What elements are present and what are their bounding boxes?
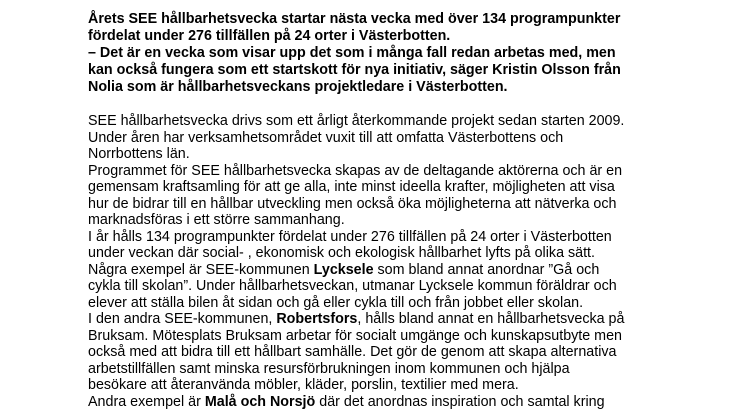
body-text-run: Några exempel är SEE-kommunen [88,261,314,278]
body-line: under veckan där social- , ekonomisk och ekologisk hållbarhet lyfts på olika sätt. [88,245,596,261]
body-line: hur de bidrar till en hållbar utveckling men också öka möjligheterna att nätverka och [88,195,617,212]
place-name-mala-norsjo: Malå och Norsjö [204,393,316,410]
body-line: I år hålls 134 programpunkter fördelat under 276 tillfällen på 24 orter i Västerbotten [88,228,612,245]
body-line: också med att bidra till ett hållbart samhälle. Det gör de genom att skapa alternativa [88,344,617,360]
body-text-run: Andra exempel är [88,393,205,410]
lead-line: – Det är en vecka som visar upp det som i många fall redan arbetas med, men [88,45,616,61]
body-line: besökare att återanvända möbler, kläder, porslin, textilier med mera. [88,377,519,393]
body-line: SEE hållbarhetsvecka drivs som ett årligt återkommande projekt sedan starten 2009. [88,113,625,129]
paragraph-spacer [88,96,738,113]
place-name-robertsfors: Robertsfors [276,311,358,327]
lead-line: kan också fungera som ett startskott för nya initiativ, säger Kristin Olsson från [88,62,621,78]
body-text-run: där det anordnas inspiration och samtal kring [315,393,605,410]
body-line: Norrbottens län. [88,146,190,162]
body-text-run: , hålls bland annat en hållbarhetsvecka på [357,311,625,327]
body-line: Bruksam. Mötesplats Bruksam arbetar för socialt umgänge och kunskapsutbyte men [88,327,622,344]
body-line: elever att ställa bilen åt sidan och gå eller cykla till och från jobbet eller skolan. [88,294,584,311]
lead-paragraph [88,11,738,96]
body-line: marknadsföras i ett större sammanhang. [88,212,345,228]
body-line [88,311,738,328]
place-name-lycksele: Lycksele [313,261,374,278]
body-text-run: I den andra SEE-kommunen, [88,311,277,327]
body-line [88,394,738,411]
document-page [88,11,738,410]
body-line [88,262,738,279]
lead-line: Årets SEE hållbarhetsvecka startar nästa vecka med över 134 programpunkter [88,11,621,27]
lead-line: fördelat under 276 tillfällen på 24 orter i Västerbotten. [88,28,451,44]
lead-line: Nolia som är hållbarhetsveckans projektledare i Västerbotten. [88,79,508,95]
body-text [88,113,738,410]
body-line: Programmet för SEE hållbarhetsvecka skapas av de deltagande aktörerna och är en [88,162,623,179]
body-line: Under åren har verksamhetsområdet vuxit till att omfatta Västerbottens och [88,129,564,146]
body-text-run: som bland annat anordnar ”Gå och [373,261,600,278]
body-line: arbetstillfällen samt minska resursförbrukningen inom kommunen och hjälpa [88,360,570,377]
body-line: cykla till skolan”. Under hållbarhetsveckan, utmanar Lycksele kommun föräldrar och [88,278,617,294]
body-line: gemensam kraftsamling för att ge alla, inte minst ideella krafter, möjligheten att visa [88,179,615,195]
